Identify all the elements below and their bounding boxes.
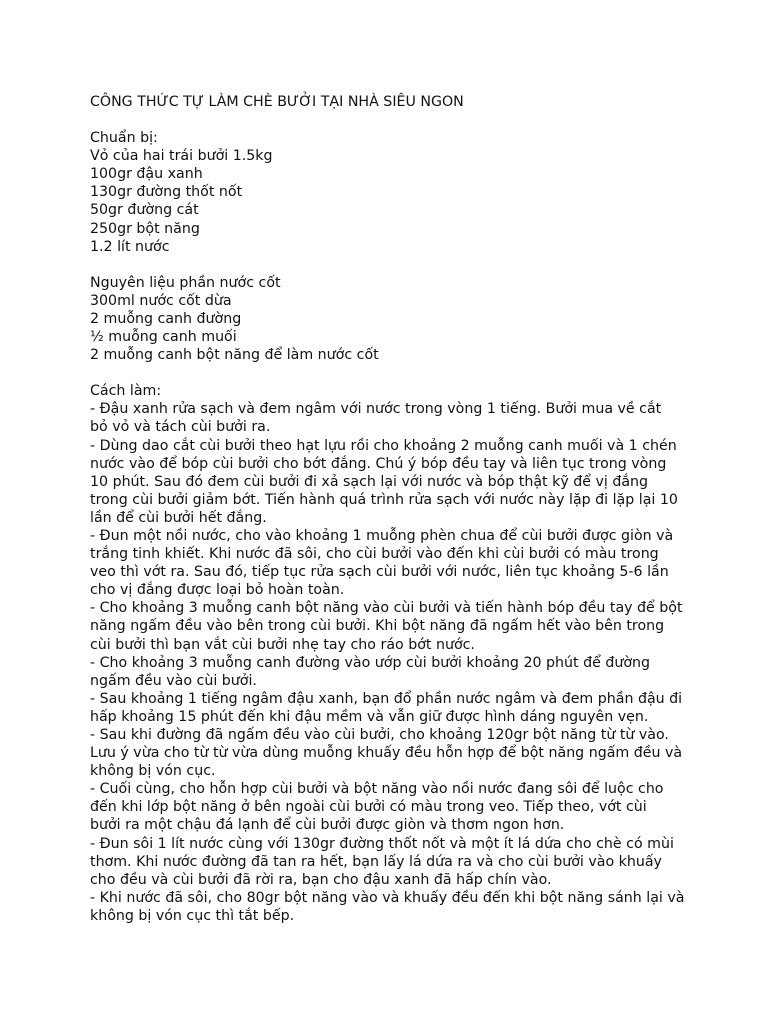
method-line: - Khi nước đã sôi, cho 80gr bột năng vào và khuấy đều đến khi bột năng sánh lại và bbox=[90, 889, 685, 906]
sauce-ingredient-item: 300ml nước cốt dừa bbox=[90, 292, 232, 309]
method-line: bưởi ra một chậu đá lạnh để cùi bưởi được giòn và thơm ngon hơn. bbox=[90, 817, 565, 834]
method-line: trắng tinh khiết. Khi nước đã sôi, cho cùi bưởi vào đến khi cùi bưởi có màu trong bbox=[90, 546, 659, 563]
coconut-sauce-section bbox=[90, 274, 710, 364]
method-line: - Đun sôi 1 lít nước cùng với 130gr đường thốt nốt và một ít lá dứa cho chè có mùi bbox=[90, 835, 674, 852]
method-line: cho đều và cùi bưởi đã rời ra, bạn cho đậu xanh đã hấp chín vào. bbox=[90, 871, 552, 888]
method-line: cùi bưởi thì bạn vắt cùi bưởi nhẹ tay cho ráo bớt nước. bbox=[90, 636, 475, 653]
method-line: bỏ vỏ và tách cùi bưởi ra. bbox=[90, 419, 271, 436]
sauce-ingredient-item: 2 muỗng canh đường bbox=[90, 310, 242, 327]
ingredient-item: Vỏ của hai trái bưởi 1.5kg bbox=[90, 148, 273, 165]
method-line: - Dùng dao cắt cùi bưởi theo hạt lựu rồi cho khoảng 2 muỗng canh muối và 1 chén bbox=[90, 437, 677, 454]
method-line: - Đậu xanh rửa sạch và đem ngâm với nước trong vòng 1 tiếng. Bưởi mua về cắt bbox=[90, 401, 662, 418]
method-line: lần để cùi bưởi hết đắng. bbox=[90, 509, 267, 526]
method-line: cho vị đắng được loại bỏ hoàn toàn. bbox=[90, 582, 345, 599]
sauce-ingredient-item: ½ muỗng canh muối bbox=[90, 329, 237, 346]
method-line: trong cùi bưởi giảm bớt. Tiến hành quá trình rửa sạch với nước này lặp đi lặp lại 10 bbox=[90, 491, 678, 508]
method-line: - Cho khoảng 3 muỗng canh đường vào ướp cùi bưởi khoảng 20 phút để đường bbox=[90, 654, 650, 671]
method-line: không bị vón cục. bbox=[90, 763, 216, 780]
sauce-ingredient-item: 2 muỗng canh bột năng để làm nước cốt bbox=[90, 347, 379, 364]
method-line: không bị vón cục thì tắt bếp. bbox=[90, 907, 295, 924]
method-heading: Cách làm: bbox=[90, 383, 162, 400]
document-title: CÔNG THỨC TỰ LÀM CHÈ BƯỞI TẠI NHÀ SIÊU NGON bbox=[90, 94, 464, 110]
method-line: đến khi lớp bột năng ở bên ngoài cùi bưởi có màu trong veo. Tiếp theo, vớt cùi bbox=[90, 799, 647, 816]
method-line: nước vào để bóp cùi bưởi cho bớt đắng. Chú ý bóp đều tay và liên tục trong vòng bbox=[90, 455, 667, 472]
recipe-document bbox=[90, 93, 710, 943]
coconut-sauce-heading: Nguyên liệu phần nước cốt bbox=[90, 274, 281, 291]
ingredient-item: 250gr bột năng bbox=[90, 220, 200, 237]
method-line: - Cho khoảng 3 muỗng canh bột năng vào cùi bưởi và tiến hành bóp đều tay để bột bbox=[90, 600, 683, 617]
ingredient-item: 130gr đường thốt nốt bbox=[90, 184, 243, 201]
method-line: - Sau khi đường đã ngấm đều vào cùi bưởi, cho khoảng 120gr bột năng từ từ vào. bbox=[90, 727, 669, 743]
ingredient-item: 100gr đậu xanh bbox=[90, 166, 203, 183]
ingredient-item: 50gr đường cát bbox=[90, 202, 199, 219]
method-line: ngấm đều vào cùi bưởi. bbox=[90, 672, 257, 689]
method-line: veo thì vớt ra. Sau đó, tiếp tục rửa sạch cùi bưởi với nước, liên tục khoảng 5-6 lần bbox=[90, 564, 669, 581]
method-line: thơm. Khi nước đường đã tan ra hết, bạn lấy lá dứa ra và cho cùi bưởi vào khuấy bbox=[90, 853, 662, 870]
method-line: Lưu ý vừa cho từ từ vừa dùng muỗng khuấy đều hỗn hợp để bột năng ngấm đều và bbox=[90, 745, 683, 762]
ingredient-item: 1.2 lít nước bbox=[90, 238, 170, 255]
preparation-heading: Chuẩn bị: bbox=[90, 130, 158, 147]
method-line: 10 phút. Sau đó đem cùi bưởi đi xả sạch lại với nước và bóp thật kỹ để vị đắng bbox=[90, 473, 649, 490]
preparation-section bbox=[90, 129, 710, 256]
method-section bbox=[90, 382, 710, 925]
method-line: - Cuối cùng, cho hỗn hợp cùi bưởi và bột năng vào nồi nước đang sôi để luộc cho bbox=[90, 781, 664, 798]
method-line: - Đun một nồi nước, cho vào khoảng 1 muỗng phèn chua để cùi bưởi được giòn và bbox=[90, 527, 674, 544]
method-line: năng ngấm đều vào bên trong cùi bưởi. Khi bột năng đã ngấm hết vào bên trong bbox=[90, 618, 665, 635]
method-line: - Sau khoảng 1 tiếng ngâm đậu xanh, bạn đổ phần nước ngâm và đem phần đậu đi bbox=[90, 690, 683, 707]
method-line: hấp khoảng 15 phút đến khi đậu mềm và vẫn giữ được hình dáng nguyên vẹn. bbox=[90, 708, 649, 725]
